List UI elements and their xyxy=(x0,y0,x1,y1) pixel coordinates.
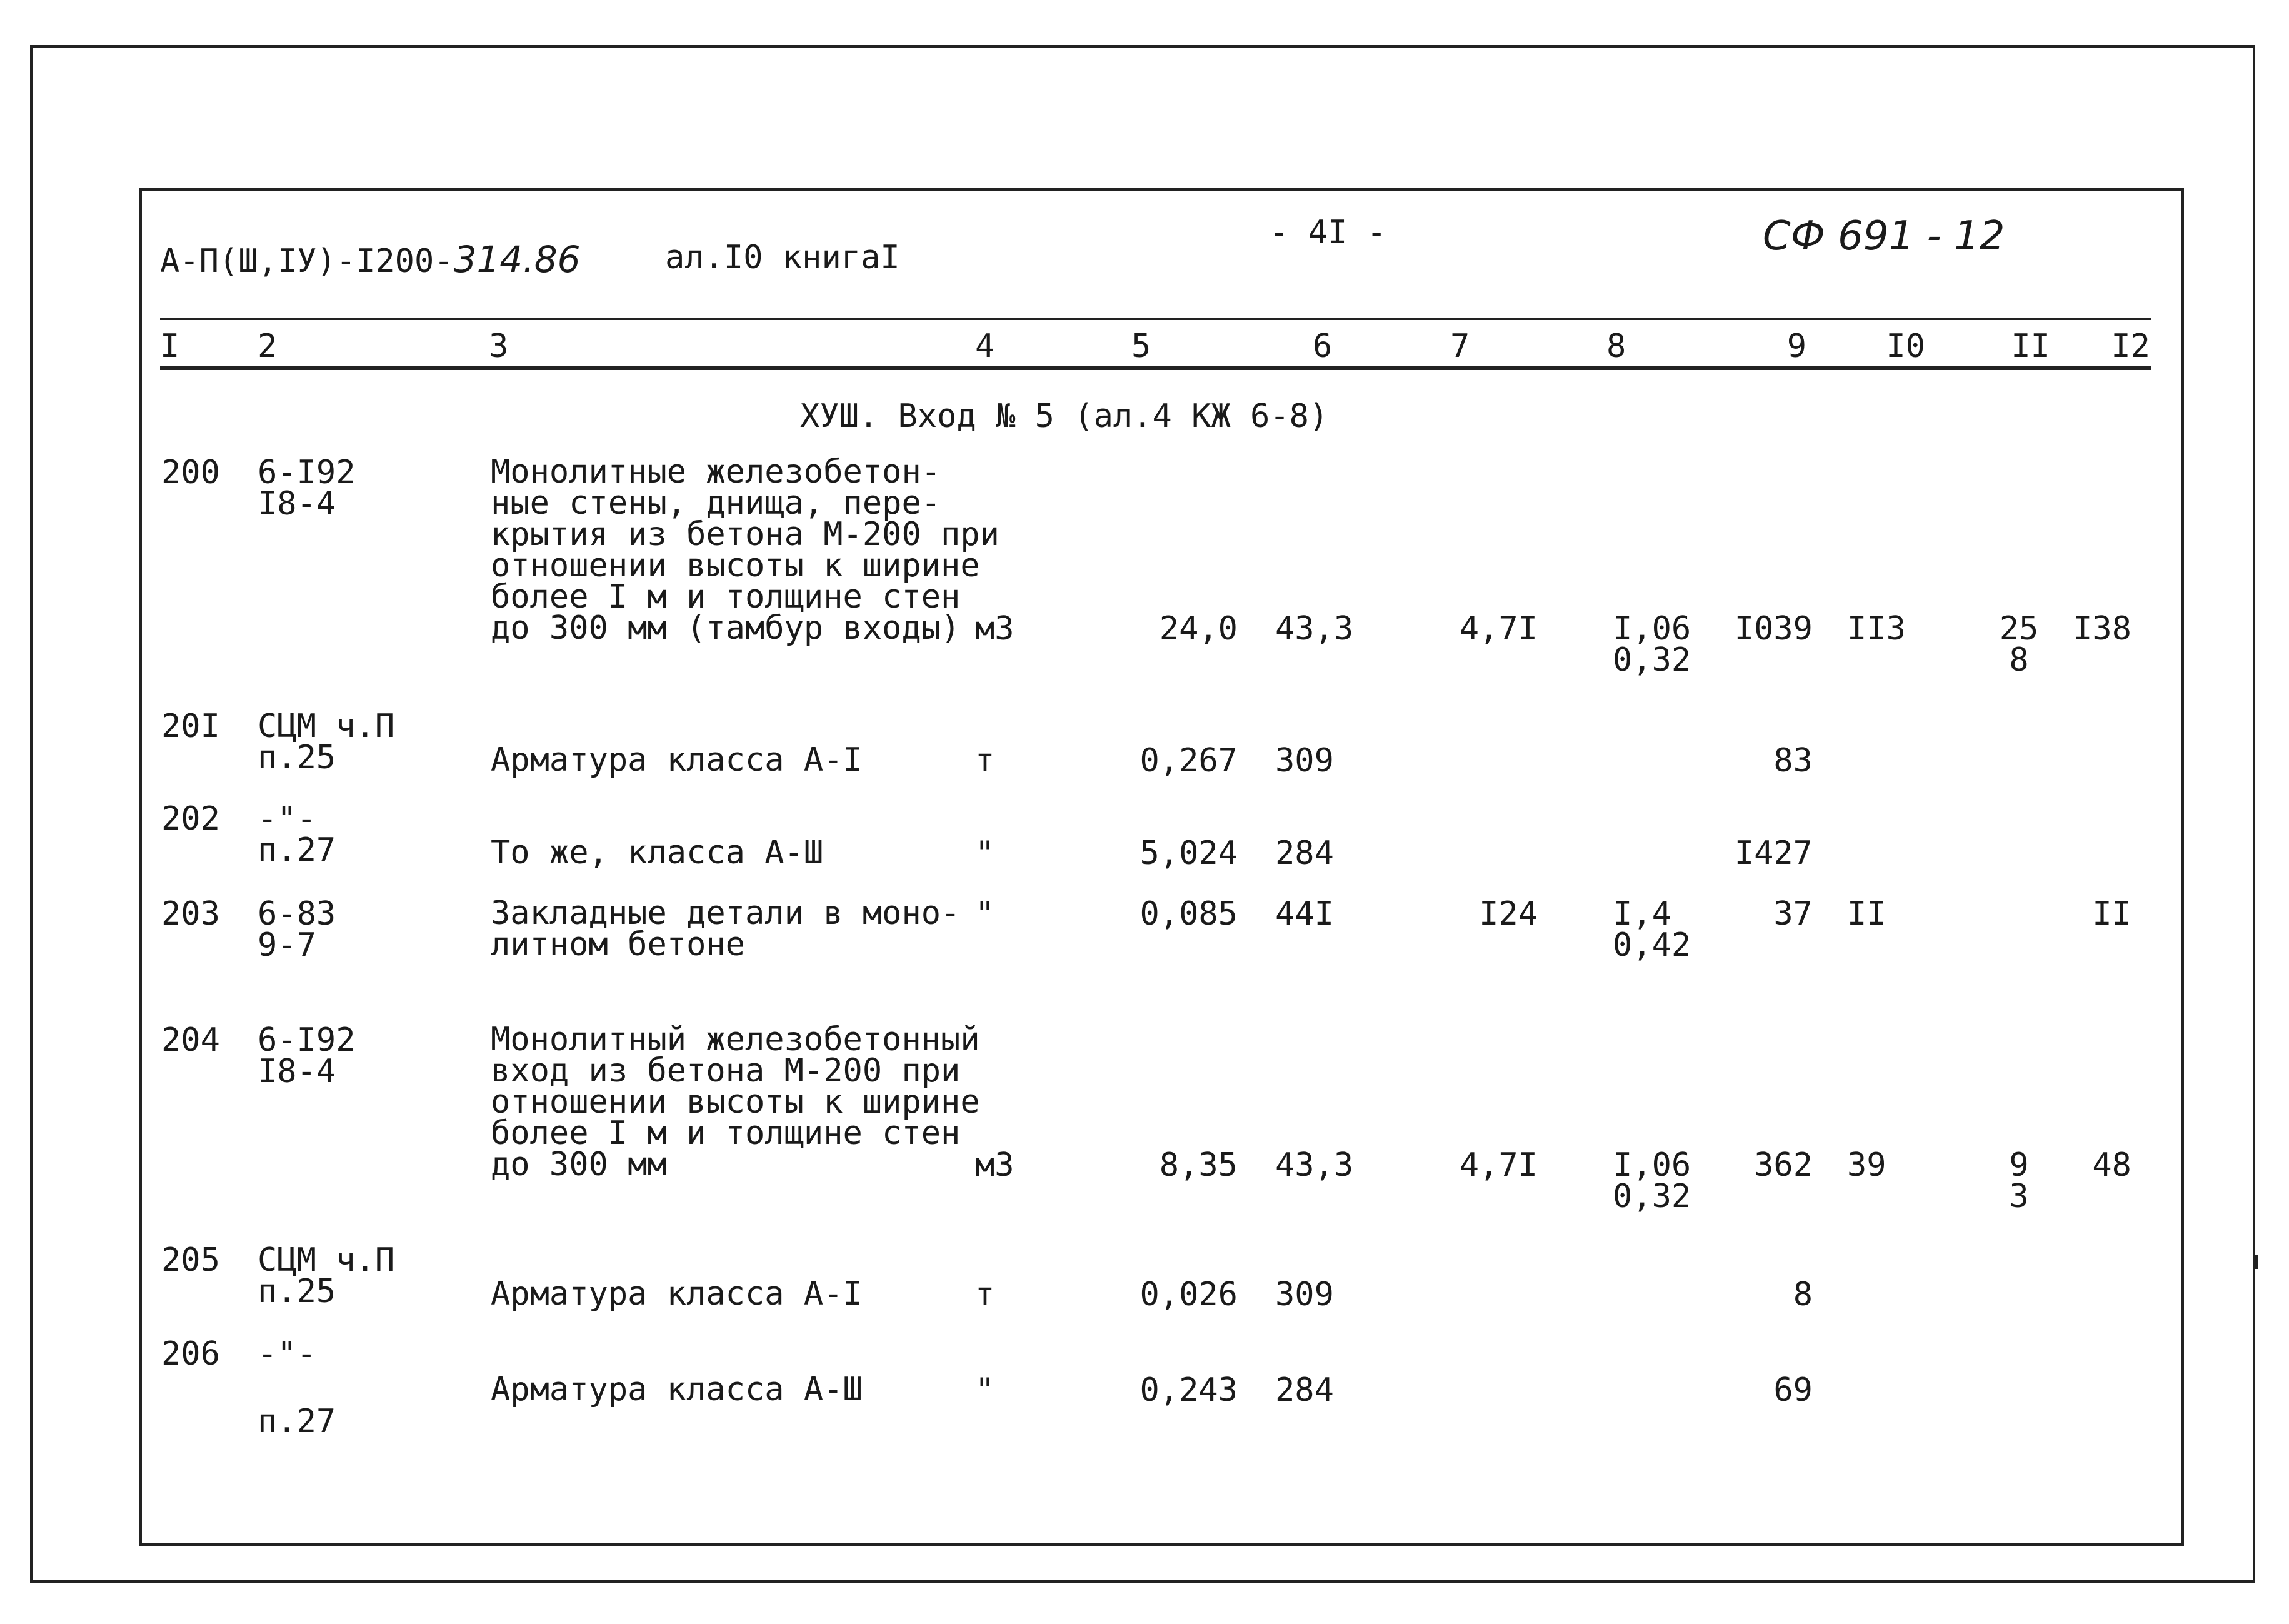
row-code: 6-83 xyxy=(258,895,336,933)
row-quantity: 24,0 xyxy=(1159,610,1238,648)
section-title: ХУШ. Вход № 5 (ал.4 КЖ 6-8) xyxy=(800,398,1329,435)
row-code: 6-I92 xyxy=(258,1021,356,1059)
row-total: 37 xyxy=(1773,895,1813,933)
doc-code-handwritten: 314.86 xyxy=(453,238,581,281)
row-quantity: 0,267 xyxy=(1139,742,1238,779)
column-number: 8 xyxy=(1606,328,1626,365)
row-quantity: 0,243 xyxy=(1139,1371,1238,1409)
row-col11: 8 xyxy=(2009,641,2029,679)
row-quantity: 8,35 xyxy=(1159,1146,1238,1184)
row-col7: I24 xyxy=(1479,895,1538,933)
row-unit: т xyxy=(975,742,995,779)
row-number: 204 xyxy=(161,1021,220,1059)
row-code: -"- xyxy=(258,800,316,838)
row-description: Закладные детали в моно- xyxy=(491,895,961,932)
row-col7: 4,7I xyxy=(1459,610,1538,648)
row-unit-cost: 43,3 xyxy=(1275,1146,1354,1184)
row-number: 203 xyxy=(161,895,220,933)
row-description: Монолитный железобетонный xyxy=(491,1021,980,1058)
page-number: - 4I - xyxy=(1269,214,1386,251)
column-number: 7 xyxy=(1450,328,1470,365)
row-code: -"- xyxy=(258,1335,316,1373)
row-quantity: 0,085 xyxy=(1139,895,1238,933)
row-number: 206 xyxy=(161,1335,220,1373)
row-coefficient: 0,32 xyxy=(1613,641,1691,679)
row-col12: 48 xyxy=(2092,1146,2131,1184)
row-unit-cost: 309 xyxy=(1275,742,1334,779)
row-total: 69 xyxy=(1773,1371,1813,1409)
row-quantity: 5,024 xyxy=(1139,835,1238,872)
column-number: 2 xyxy=(258,328,278,365)
row-description: до 300 мм (тамбур входы) xyxy=(491,609,961,647)
row-description: Арматура класса А-I xyxy=(491,741,863,779)
row-unit-cost: 43,3 xyxy=(1275,610,1354,648)
column-number: I2 xyxy=(2111,328,2150,365)
column-number: 3 xyxy=(489,328,509,365)
row-code: СЦМ ч.П xyxy=(258,1241,395,1279)
row-col7: 4,7I xyxy=(1459,1146,1538,1184)
row-unit: " xyxy=(975,835,995,872)
row-total: 83 xyxy=(1773,742,1813,779)
row-description: литном бетоне xyxy=(491,926,745,963)
row-code: п.27 xyxy=(258,1403,336,1440)
row-quantity: 0,026 xyxy=(1139,1276,1238,1313)
row-description: отношении высоты к ширине xyxy=(491,547,980,584)
row-description: Арматура класса А-I xyxy=(491,1275,863,1313)
row-col12: I38 xyxy=(2073,610,2131,648)
row-col11: 25 xyxy=(1999,610,2039,648)
row-code: 9-7 xyxy=(258,926,316,964)
doc-code-printed: А-П(Ш,IУ)-I200- xyxy=(160,243,454,280)
row-code: п.27 xyxy=(258,831,336,869)
row-col10: II3 xyxy=(1847,610,1906,648)
row-unit: м3 xyxy=(975,1146,1014,1184)
column-number: I0 xyxy=(1886,328,1925,365)
header-rule-top xyxy=(160,318,2151,320)
row-description: более I м и толщине стен xyxy=(491,578,961,616)
row-code: п.25 xyxy=(258,1273,336,1310)
row-code: 6-I92 xyxy=(258,454,356,491)
row-description: Арматура класса А-Ш xyxy=(491,1370,863,1408)
row-code: СЦМ ч.П xyxy=(258,708,395,745)
row-unit: м3 xyxy=(975,610,1014,648)
header-rule-bottom xyxy=(160,366,2151,370)
row-unit: " xyxy=(975,1371,995,1409)
row-col10: II xyxy=(1847,895,1886,933)
row-unit: т xyxy=(975,1276,995,1313)
row-description: крытия из бетона М-200 при xyxy=(491,516,999,553)
row-coefficient: I,4 xyxy=(1613,895,1671,933)
row-coefficient: I,06 xyxy=(1613,1146,1691,1184)
row-description: Монолитные железобетон- xyxy=(491,453,941,491)
row-unit: " xyxy=(975,895,995,933)
row-col10: 39 xyxy=(1847,1146,1886,1184)
row-col11: 3 xyxy=(2009,1178,2029,1215)
row-unit-cost: 284 xyxy=(1275,1371,1334,1409)
column-number: 4 xyxy=(975,328,995,365)
row-col11: 9 xyxy=(2009,1146,2029,1184)
row-number: 200 xyxy=(161,454,220,491)
row-description: ные стены, днища, пере- xyxy=(491,484,941,522)
row-number: 20I xyxy=(161,708,220,745)
row-coefficient: 0,42 xyxy=(1613,926,1691,964)
row-coefficient: I,06 xyxy=(1613,610,1691,648)
column-number: 9 xyxy=(1786,328,1806,365)
column-number: II xyxy=(2011,328,2050,365)
row-code: п.25 xyxy=(258,739,336,776)
row-coefficient: 0,32 xyxy=(1613,1178,1691,1215)
edge-mark xyxy=(2254,1255,2258,1269)
row-description: вход из бетона М-200 при xyxy=(491,1052,961,1090)
row-total: 8 xyxy=(1793,1276,1813,1313)
row-unit-cost: 309 xyxy=(1275,1276,1334,1313)
row-description: То же, класса А-Ш xyxy=(491,834,824,871)
row-unit-cost: 284 xyxy=(1275,835,1334,872)
column-number: 6 xyxy=(1313,328,1333,365)
row-unit-cost: 44I xyxy=(1275,895,1334,933)
row-description: более I м и толщине стен xyxy=(491,1115,961,1152)
row-code: I8-4 xyxy=(258,485,336,523)
row-col12: II xyxy=(2092,895,2131,933)
row-number: 202 xyxy=(161,800,220,838)
row-total: 362 xyxy=(1754,1146,1813,1184)
column-number: I xyxy=(160,328,180,365)
row-total: I427 xyxy=(1734,835,1813,872)
album-label: ал.I0 книгаI xyxy=(665,239,900,276)
column-number: 5 xyxy=(1131,328,1151,365)
row-total: I039 xyxy=(1734,610,1813,648)
doc-code xyxy=(160,238,581,281)
row-code: I8-4 xyxy=(258,1053,336,1090)
row-description: до 300 мм xyxy=(491,1146,667,1183)
row-description: отношении высоты к ширине xyxy=(491,1083,980,1121)
stamp-handwritten: СФ 691 - 12 xyxy=(1763,213,2005,259)
row-number: 205 xyxy=(161,1241,220,1279)
